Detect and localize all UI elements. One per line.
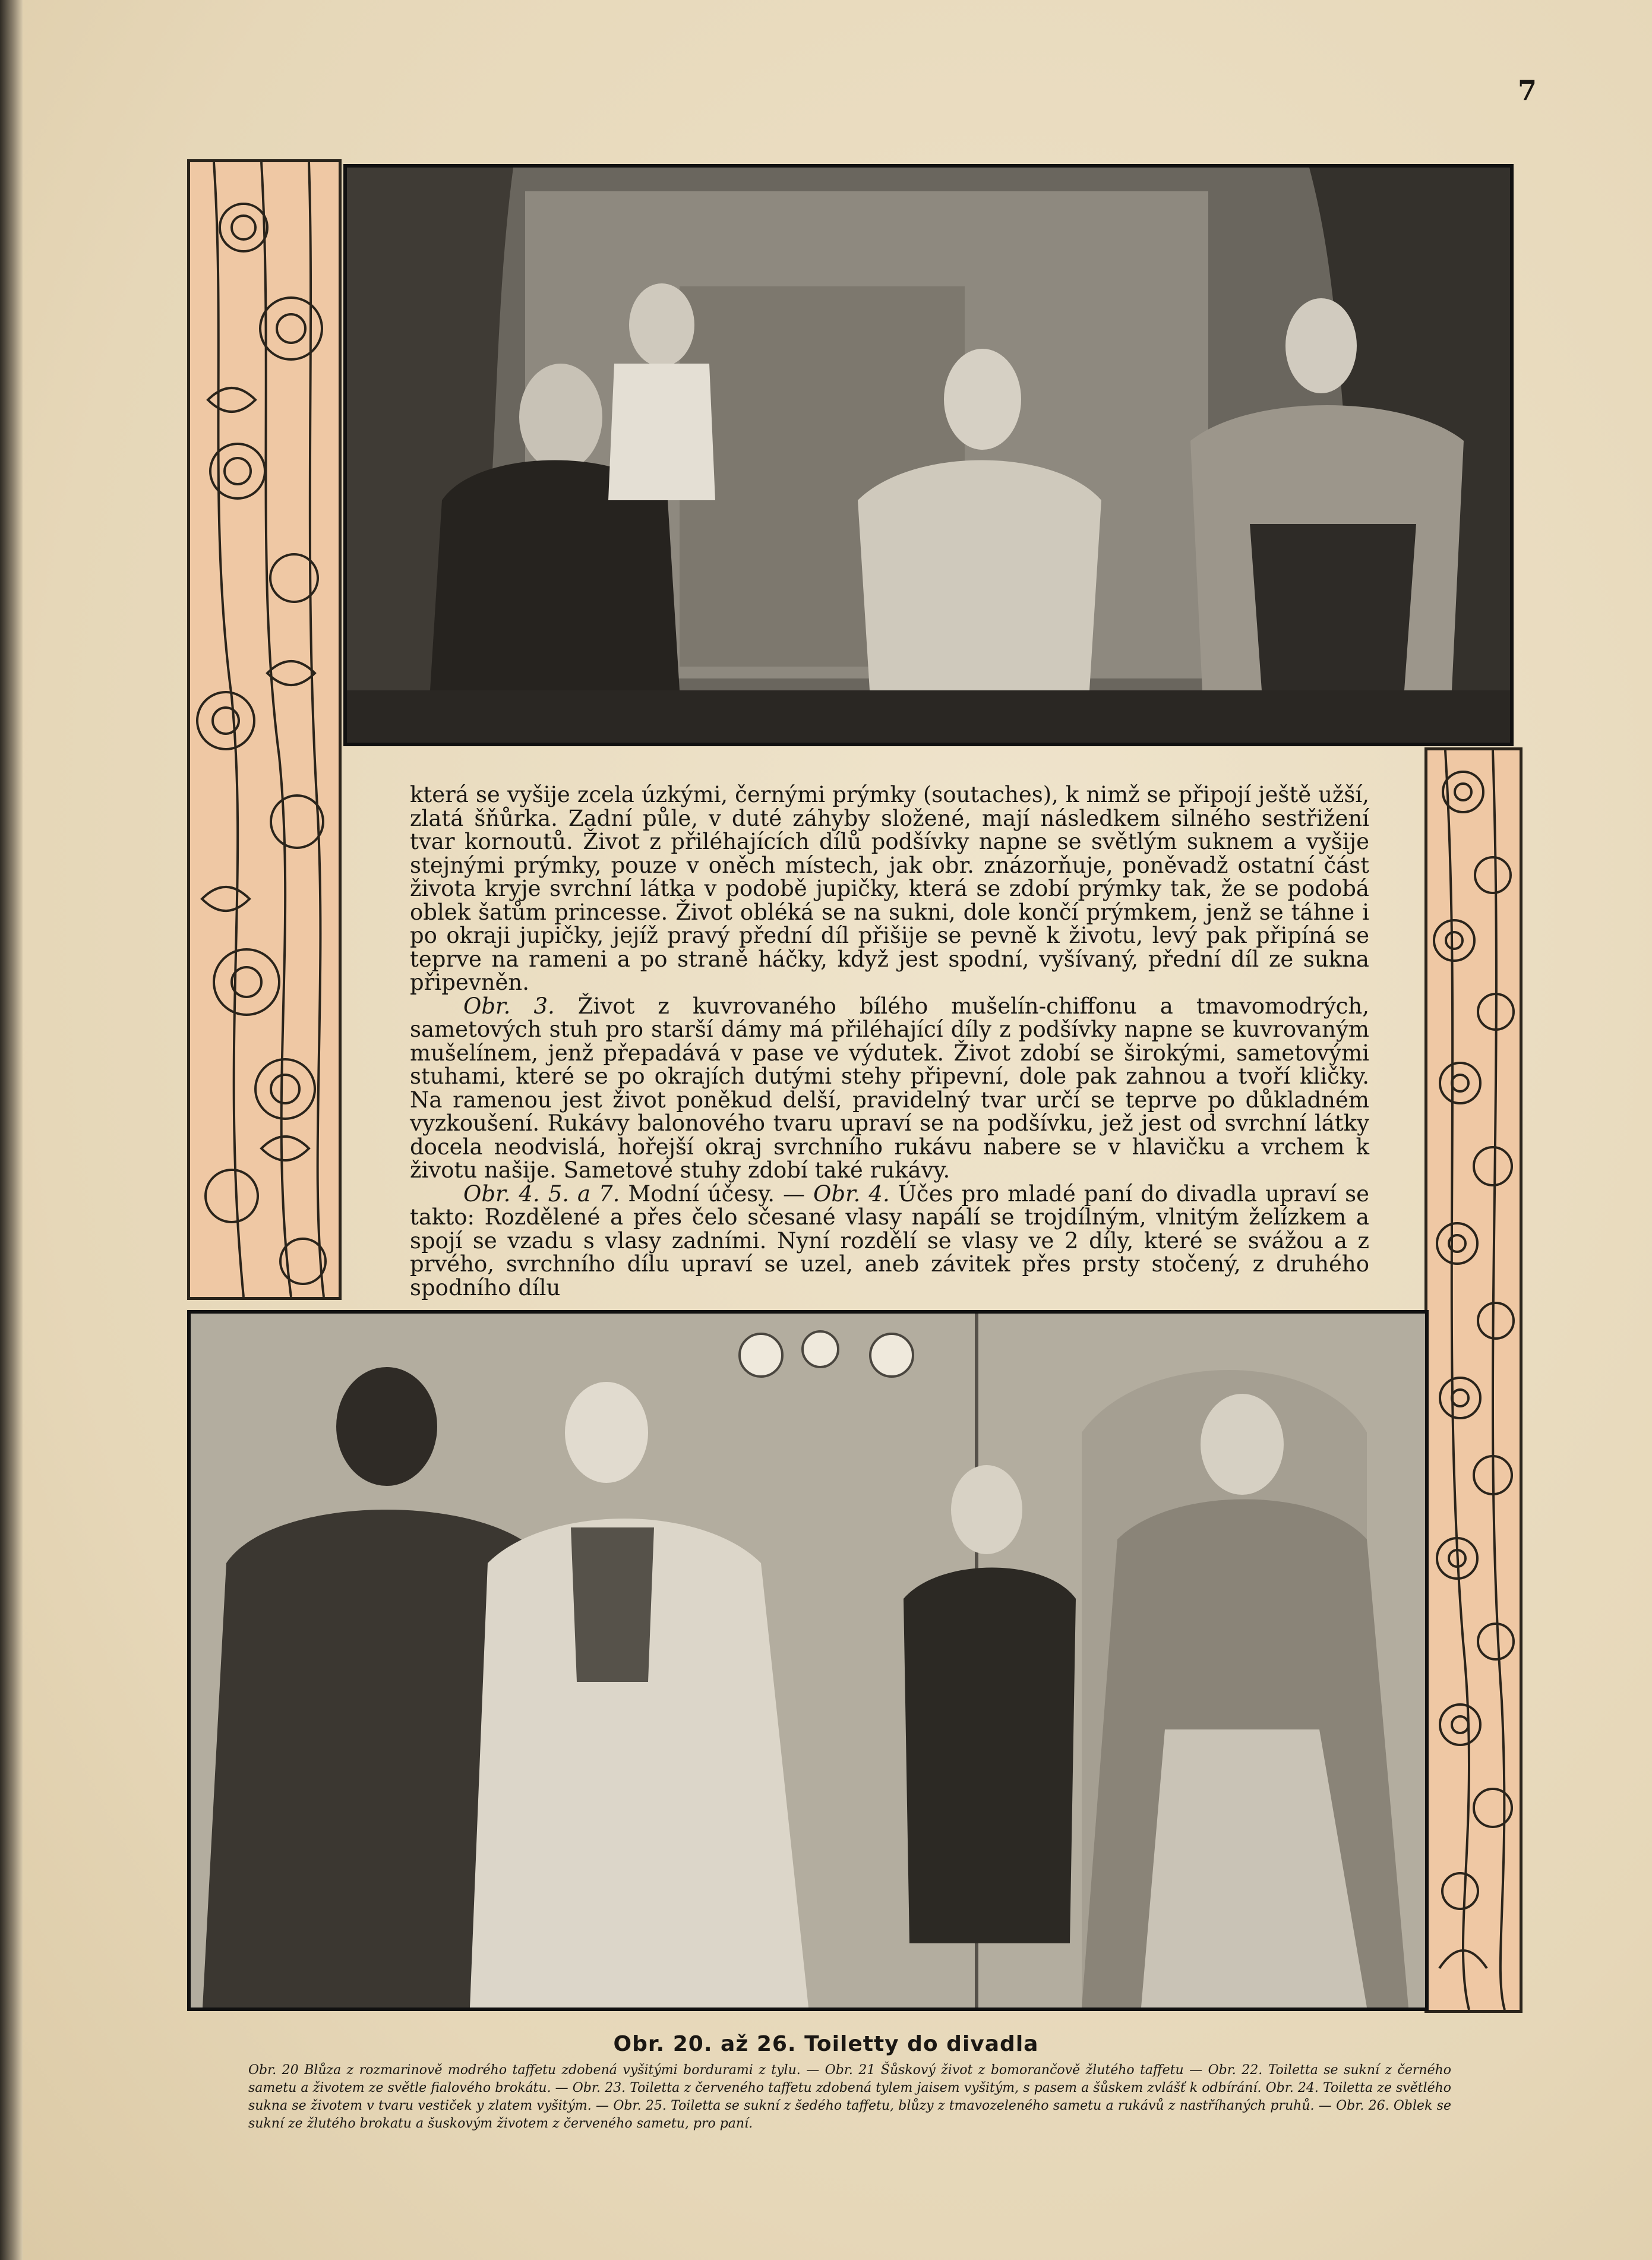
engraving-figures-top [347, 168, 1510, 743]
floral-border-left [187, 159, 342, 1300]
paragraph-3 [410, 1182, 1369, 1300]
floral-ornament [1427, 750, 1520, 2010]
paragraph-1: která se vyšije zcela úzkými, černými prýmky (soutaches), k nimž se připojí ještě užší, zlatá šňůrka. Zadní půle, v duté záhyby složené, mají následkem silného sestřižení tvar kornoutů. Život z přiléhajících dílů podšívky napne se světlým suknem a vyšije stejnými prýmky, pouze v oněch místech, jak obr. znázorňuje, poněvadž ostatní část života kryje svrchní látka v podobě jupičky, která se zdobí prýmky tak, že se podobá oblek šatům princesse. Život obléká se na sukni, dole končí prýmkem, jenž se táhne i po okraji jupičky, jejíž pravý přední díl přišije se pevně k životu, levý pak připíná se teprve na rameni a po straně háčky, když jest spodní, vyšívaný, přední díl ze sukna připevněn. [410, 782, 1369, 995]
figure-caption-text: Obr. 20 Blůza z rozmarinově modrého taffetu zdobená vyšitými bordurami z tylu. — Obr. 21 Šůskový život z bomorančově žlutého taffetu — Obr. 22. Toiletta se sukní z černého sametu a životem ze světle fialového brokátu. — Obr. 23. Toiletta z červeného taffetu zdobená tylem jaisem vyšitým, s pasem a šůskem zvlášť k odbírání. Obr. 24. Toiletta ze světlého sukna se životem v tvaru vestiček y zlatem vyšitým. — Obr. 25. Toiletta se sukní z šedého taffetu, blůzy z tmavozeleného sametu a rukávů z nastříhaných pruhů. — Obr. 26. Oblek se sukní ze žlutého brokatu a šuskovým životem z červeného sametu, pro paní. [248, 2063, 1451, 2131]
paragraph-2 [410, 995, 1369, 1182]
binding-shadow [0, 0, 23, 2260]
section-heading: Modní účesy. — [628, 1180, 806, 1207]
figure-ref: Obr. 3. [463, 993, 555, 1019]
illustration-theatre-box [343, 164, 1514, 746]
figure-caption-title: Obr. 20. až 26. Toiletty do divadla [613, 2032, 1039, 2056]
floral-ornament [190, 162, 339, 1297]
paragraph-3-text: Účes pro mladé paní do divadla upraví se takto: Rozdělené a přes čelo sčesané vlasy napálí se trojdílným, vlnitým želízkem a spojí se vzadu s vlasy zadními. Nyní rozdělí se vlasy ve 2 díly, které se svážou a z prvého, svrchního dílu upraví se uzel, aneb závitek přes prsty stočený, z druhého spodního dílu [410, 1180, 1369, 1301]
article-text [410, 782, 1369, 1301]
illustration-theatre-toilettes [187, 1310, 1429, 2011]
page-number: 7 [1518, 74, 1537, 106]
paragraph-2-text: Život z kuvrovaného bílého mušelín-chiffonu a tmavomodrých, sametových stuh pro starší dámy má přiléhající díly z podšívky napne se kuvrovaným mušelínem, jenž přepadává v pase ve výdutek. Život zdobí se širokými, sametovými stuhami, které se po okrajích dutými stehy připevní, dole pak zahnou a tvoří kličky. Na ramenou jest život poněkud delší, pravidelný tvar určí se teprve po důkladném vyzkoušení. Rukávy balonového tvaru upraví se na podšívku, jež jest od svrchní látky docela neodvislá, hořejší okraj svrchního rukávu nabere se v hlavičku a vrchem k životu našije. Sametové stuhy zdobí také rukávy. [410, 993, 1369, 1183]
figure-ref: Obr. 4. [813, 1180, 890, 1207]
figure-ref: Obr. 4. 5. a 7. [463, 1180, 620, 1207]
engraving-figures-bottom [191, 1314, 1425, 2008]
floral-border-right [1424, 747, 1523, 2013]
